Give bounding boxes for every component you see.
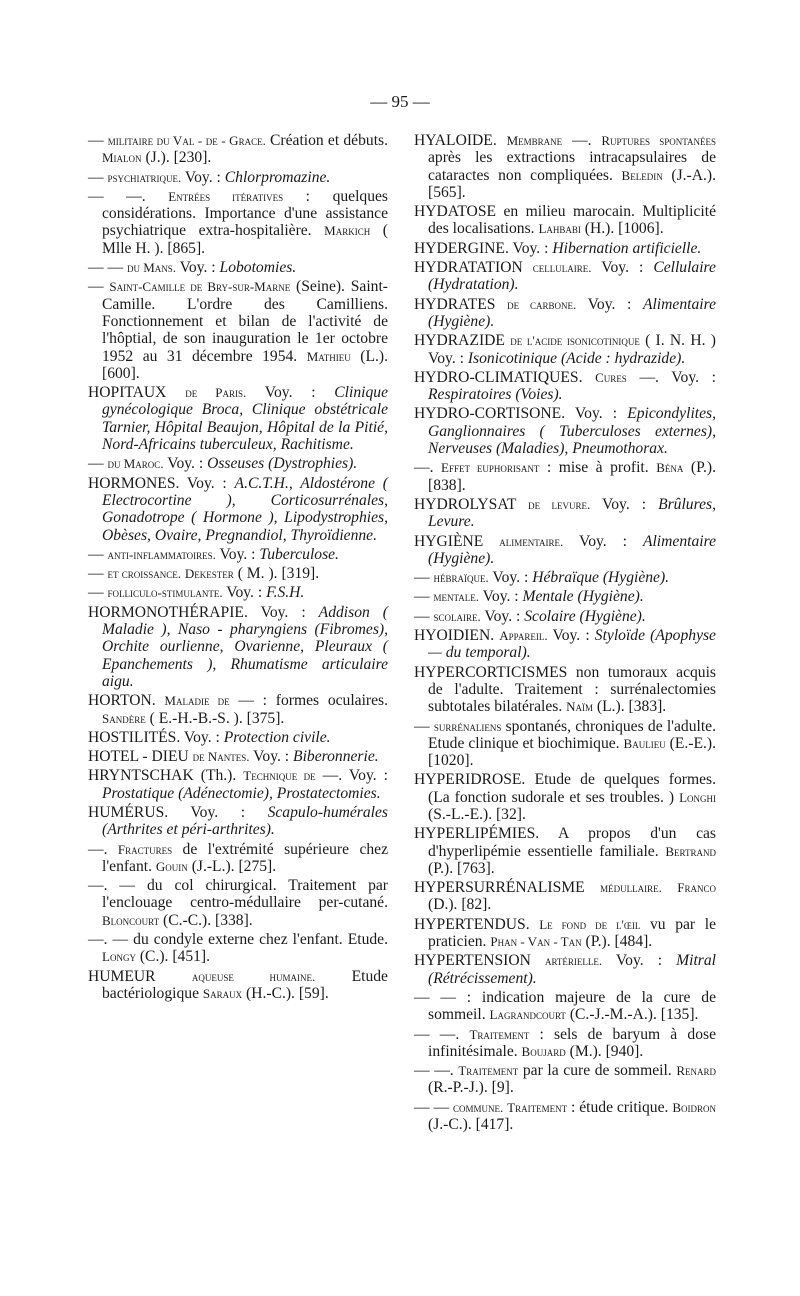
entry-text: —. — du condyle externe chez l'enfant. Etude. bbox=[88, 931, 388, 949]
entry-text: — bbox=[414, 607, 434, 625]
italic-reference: Epicondylites, Ganglionnaires ( Tuberculoses externes), Nerveuses (Maladies), Pneumothorax. bbox=[428, 405, 716, 458]
entry-text: — —. bbox=[414, 1062, 459, 1080]
italic-reference: Scolaire (Hygiène). bbox=[524, 607, 646, 625]
entry-text: Voy. : bbox=[180, 728, 224, 746]
entry-heading: HYPERSURRÉNALISME bbox=[414, 879, 585, 897]
italic-reference: Clinique gynécologique Broca, Clinique obstétricale Tarnier, Hôpital Beaujon, Hôpital de la Pitié, Nord-Africains tuberculeux, Rachitisme. bbox=[102, 384, 388, 454]
index-entry bbox=[414, 296, 716, 331]
small-caps-text: Lagrandcourt bbox=[489, 1007, 566, 1023]
entry-text: — bbox=[88, 455, 108, 473]
entry-text: —. bbox=[414, 459, 442, 477]
italic-reference: Hébraïque (Hygiène). bbox=[532, 569, 670, 587]
entry-heading: HYDRO-CORTISONE. bbox=[414, 405, 566, 423]
index-entry bbox=[88, 132, 388, 167]
entry-text: (C.-C.). [338]. bbox=[159, 911, 253, 929]
entry-heading: HORMONOTHÉRAPIE. bbox=[88, 603, 248, 621]
entry-text: spontanés, chroniques de l'adulte. Etude clinique et biochimique. bbox=[428, 717, 716, 752]
small-caps-text: de carbone. bbox=[507, 296, 577, 312]
entry-text: — : formes oculaires. bbox=[229, 692, 388, 710]
entry-text: : quelques considérations. Importance d'une assistance psychiatrique extra-hospitalière. bbox=[102, 187, 388, 240]
index-entry bbox=[414, 608, 716, 625]
entry-text: Voy. : bbox=[590, 495, 659, 513]
entry-text: — bbox=[414, 569, 434, 587]
italic-reference: Scapulo-humérales (Arthrites et péri-arthrites). bbox=[102, 803, 388, 839]
entry-text: Voy. : bbox=[547, 627, 595, 645]
small-caps-text: de Paris. bbox=[185, 385, 247, 401]
italic-reference: Chlorpromazine. bbox=[224, 168, 331, 186]
entry-text: — bbox=[88, 168, 108, 186]
index-entry bbox=[88, 841, 388, 876]
entry-text: Voy. : bbox=[163, 455, 208, 473]
entry-heading: HOSTILITÉS. bbox=[88, 728, 181, 746]
entry-text: — bbox=[88, 278, 110, 296]
italic-reference: Biberonnerie. bbox=[293, 748, 379, 766]
entry-text: Création et débuts. bbox=[265, 132, 388, 149]
entry-text: Voy. : bbox=[247, 603, 319, 621]
entry-text: Voy. : bbox=[488, 569, 533, 587]
entry-text: : sels de baryum à dose infinitésimale. bbox=[428, 1025, 716, 1060]
small-caps-text: Traitement bbox=[469, 1026, 530, 1042]
small-caps-text: Saint-Camille de Bry-sur-Marne bbox=[109, 279, 291, 295]
entry-text: Voy. : bbox=[168, 803, 268, 821]
entry-text: Voy. : bbox=[215, 545, 260, 563]
italic-reference: Osseuses (Dystrophies). bbox=[207, 455, 358, 473]
index-entry bbox=[414, 627, 716, 662]
entry-heading: HYOIDIEN. bbox=[414, 627, 495, 645]
entry-text: après les extractions intracapsulaires de cataractes non compliquées. bbox=[428, 149, 716, 184]
entry-text: non tumoraux acquis de l'adulte. Traitement : surrénalectomies subtotales bilatérales. bbox=[428, 663, 716, 716]
index-entry bbox=[414, 989, 716, 1024]
italic-reference: Alimentaire (Hygiène). bbox=[428, 532, 716, 567]
italic-reference: Styloïde (Apophyse — du temporal). bbox=[428, 627, 716, 662]
entry-text: — —. bbox=[414, 1025, 470, 1043]
small-caps-text: alimentaire. bbox=[499, 533, 564, 549]
small-caps-text: de l'acide isonicotinique bbox=[510, 333, 640, 349]
index-entry bbox=[414, 588, 716, 605]
entry-text: —. Voy. : bbox=[315, 767, 388, 785]
entry-text: (S.-L.-E.). [32]. bbox=[428, 805, 526, 823]
entry-heading: HYPERCORTICISMES bbox=[414, 663, 568, 681]
entry-text: : mise à profit. bbox=[539, 459, 657, 477]
entry-heading: HYDRO-CLIMATIQUES. bbox=[414, 368, 583, 386]
index-entry bbox=[414, 825, 716, 877]
small-caps-text: médullaire. bbox=[600, 880, 662, 896]
index-entry bbox=[88, 604, 388, 690]
small-caps-text: Longhi bbox=[679, 789, 716, 805]
small-caps-text: Boujard bbox=[521, 1043, 566, 1059]
entry-text: (L.). [383]. bbox=[593, 698, 667, 716]
entry-text: (Th.). bbox=[193, 767, 244, 785]
entry-heading: HYALOIDE. bbox=[414, 132, 497, 149]
index-entry bbox=[414, 459, 716, 494]
index-entry bbox=[414, 1062, 716, 1097]
small-caps-text: Ruptures spontanées bbox=[601, 133, 716, 148]
entry-heading: HYPERIDROSE. bbox=[414, 771, 526, 789]
index-entry bbox=[414, 533, 716, 568]
entry-text bbox=[483, 533, 499, 550]
small-caps-text: Appareil. bbox=[499, 628, 548, 644]
entry-text: Voy. : bbox=[222, 584, 267, 602]
left-column bbox=[88, 132, 388, 1004]
small-caps-text: cellulaire. bbox=[532, 260, 592, 276]
italic-reference: Lobotomies. bbox=[219, 259, 297, 277]
small-caps-text: Effet euphorisant bbox=[441, 460, 540, 476]
index-entry bbox=[414, 405, 716, 457]
entry-text: Voy. : bbox=[179, 474, 235, 492]
index-entry bbox=[88, 692, 388, 727]
small-caps-text: Naïm bbox=[566, 699, 594, 715]
entry-text: (M.). [940]. bbox=[565, 1042, 644, 1060]
index-entry bbox=[414, 132, 716, 201]
index-entry bbox=[414, 369, 716, 404]
entry-text: A propos d'un cas d'hyperlipémie essentielle familiale. bbox=[428, 825, 716, 860]
small-caps-text: folliculo-stimulante. bbox=[107, 585, 223, 601]
index-entry bbox=[414, 771, 716, 823]
index-entry bbox=[88, 729, 388, 746]
entry-text: — — : indication majeure de la cure de sommeil. bbox=[414, 988, 716, 1024]
index-entry bbox=[88, 384, 388, 453]
italic-reference: Respiratoires (Voies). bbox=[428, 386, 563, 404]
entry-text: (P.). [763]. bbox=[428, 859, 495, 877]
entry-text: Etude de quelques formes. (La fonction sudorale et ses troubles. ) bbox=[428, 771, 716, 806]
entry-text: ( E.-H.-B.-S. ). [375]. bbox=[145, 709, 285, 727]
entry-text bbox=[662, 879, 677, 896]
index-entry bbox=[414, 1099, 716, 1134]
small-caps-text: scolaire. bbox=[433, 608, 481, 624]
index-entry bbox=[414, 718, 716, 770]
index-entry bbox=[414, 916, 716, 951]
entry-text: (P.). [484]. bbox=[581, 933, 653, 951]
entry-text: Voy. : bbox=[591, 259, 654, 277]
entry-text: — bbox=[88, 565, 108, 583]
small-caps-text: mentale. bbox=[433, 589, 480, 605]
small-caps-text: Beledin bbox=[621, 167, 663, 183]
small-caps-text: Cures bbox=[595, 369, 627, 385]
page-number: — 95 — bbox=[370, 92, 430, 111]
index-entry bbox=[414, 952, 716, 987]
index-entry bbox=[414, 203, 716, 238]
entry-text: —. — du col chirurgical. Traitement par l'enclouage centro-médullaire per-cutané. bbox=[88, 877, 388, 912]
entry-text: ( I. N. H. ) Voy. : bbox=[428, 332, 716, 367]
entry-heading: HYDRATATION bbox=[414, 259, 523, 277]
entry-text bbox=[530, 916, 540, 933]
entry-text bbox=[166, 384, 185, 401]
entry-text: (C.). [451]. bbox=[135, 948, 211, 966]
entry-text: Voy. : bbox=[508, 239, 553, 257]
small-caps-text: Dekester bbox=[184, 566, 234, 582]
index-entry bbox=[88, 259, 388, 276]
small-caps-text: Phan - Van - Tan bbox=[490, 934, 582, 950]
index-entry bbox=[414, 240, 716, 257]
entry-heading: HOPITAUX bbox=[88, 384, 167, 402]
italic-reference: Alimentaire (Hygiène). bbox=[428, 295, 716, 330]
entry-text bbox=[523, 259, 533, 276]
small-caps-text: du Maroc. bbox=[107, 456, 164, 472]
entry-text: Voy. : bbox=[176, 259, 220, 277]
entry-text bbox=[495, 296, 507, 313]
small-caps-text: psychiatrique. bbox=[107, 169, 182, 185]
entry-text bbox=[516, 496, 528, 513]
entry-text: (J.-L.). [275]. bbox=[187, 857, 277, 875]
index-entry bbox=[88, 278, 388, 382]
index-entry bbox=[88, 565, 388, 582]
small-caps-text: Sandère bbox=[102, 710, 146, 726]
entry-text: Voy. : bbox=[602, 952, 677, 970]
entry-text bbox=[583, 369, 596, 386]
small-caps-text: aqueuse humaine. bbox=[191, 968, 316, 984]
small-caps-text: Entrées itératives bbox=[168, 188, 284, 204]
small-caps-text: Franco bbox=[677, 880, 716, 896]
small-caps-text: Bertrand bbox=[665, 843, 716, 859]
index-entry bbox=[88, 188, 388, 257]
italic-reference: A.C.T.H., Aldostérone ( Electrocortine ), Corticosurrénales, Gonadotrope ( Hormone ), Lipodystrophies, Obèses, Ovaire, Pregnandiol, Thyroïdienne. bbox=[102, 474, 388, 544]
entry-heading: HYDRAZIDE bbox=[414, 332, 505, 350]
entry-text: — —. bbox=[88, 187, 169, 205]
index-entry bbox=[88, 748, 388, 765]
small-caps-text: Membrane bbox=[506, 133, 563, 148]
entry-text: — — bbox=[414, 1098, 453, 1116]
index-entry bbox=[88, 584, 388, 601]
small-caps-text: Traitement bbox=[458, 1063, 519, 1079]
entry-text: (R.-P.-J.). [9]. bbox=[428, 1079, 514, 1097]
entry-text: ( Mlle H. ). [865]. bbox=[102, 222, 389, 257]
small-caps-text: Le fond de l'œil bbox=[539, 916, 641, 932]
entry-text: (P.). [838]. bbox=[428, 459, 717, 494]
entry-text: (H.-C.). [59]. bbox=[242, 984, 329, 1002]
entry-text: Voy. : bbox=[181, 168, 225, 186]
small-caps-text: Markich bbox=[324, 223, 371, 239]
entry-text: (C.-J.-M.-A.). [135]. bbox=[565, 1006, 699, 1024]
small-caps-text: Renard bbox=[676, 1063, 716, 1079]
right-column bbox=[414, 132, 716, 1135]
small-caps-text: Lahbabi bbox=[538, 221, 581, 237]
entry-text: par la cure de sommeil. bbox=[518, 1062, 677, 1080]
small-caps-text: artérielle. bbox=[544, 953, 603, 969]
entry-heading: HYGIÈNE bbox=[414, 532, 484, 550]
entry-text: (J.-A.). [565]. bbox=[428, 166, 716, 201]
index-entry bbox=[88, 968, 388, 1003]
entry-text: en milieu marocain. Multiplicité des localisations. bbox=[428, 203, 716, 238]
entry-text bbox=[156, 968, 192, 985]
entry-heading: HYPERTENSION bbox=[414, 952, 531, 970]
entry-heading: HYPERTENDUS. bbox=[414, 915, 530, 933]
entry-text: (H.). [1006]. bbox=[580, 220, 664, 238]
italic-reference: Mentale (Hygiène). bbox=[522, 588, 644, 606]
italic-reference: Addison ( Maladie ), Naso - pharyngiens (Fibromes), Orchite ourlienne, Ovarienne, Pleuraux ( Epanchements ), Rhumatisme articulaire aigu. bbox=[102, 603, 388, 690]
small-caps-text: anti-inflammatoires. bbox=[107, 546, 216, 562]
entry-text bbox=[497, 132, 507, 149]
index-entry bbox=[414, 496, 716, 531]
italic-reference: Mitral (Rétrécissement). bbox=[428, 952, 716, 987]
small-caps-text: Bloncourt bbox=[102, 912, 160, 928]
entry-heading: HYDROLYSAT bbox=[414, 495, 517, 513]
index-entry bbox=[414, 332, 716, 367]
entry-text: — bbox=[414, 588, 434, 606]
small-caps-text: Mialon bbox=[102, 150, 142, 166]
entry-text: (D.). [82]. bbox=[428, 896, 492, 914]
index-entry bbox=[88, 877, 388, 929]
entry-text: de l'extrémité supérieure chez l'enfant. bbox=[102, 840, 389, 875]
index-entry bbox=[414, 1026, 716, 1061]
small-caps-text: de levure. bbox=[528, 496, 591, 512]
entry-heading: HYDERGINE. bbox=[414, 239, 509, 257]
small-caps-text: Béna bbox=[656, 460, 684, 476]
entry-heading: HUMEUR bbox=[88, 967, 156, 985]
index-entry bbox=[88, 455, 388, 472]
small-caps-text: Traitement bbox=[507, 1099, 568, 1115]
small-caps-text: Maladie de bbox=[164, 693, 230, 709]
small-caps-text: Technique de bbox=[243, 768, 316, 784]
entry-text: (J.). [230]. bbox=[141, 149, 212, 167]
entry-heading: HYPERLIPÉMIES. bbox=[414, 825, 540, 843]
small-caps-text: Mathieu bbox=[306, 348, 351, 364]
entry-text: — bbox=[88, 545, 108, 563]
small-caps-text: commune. bbox=[452, 1099, 504, 1115]
small-caps-text: militaire du Val - de - Grace. bbox=[107, 133, 266, 148]
italic-reference: Cellulaire (Hydratation). bbox=[428, 259, 716, 294]
entry-heading: HRYNTSCHAK bbox=[88, 767, 194, 785]
small-caps-text: et croissance. bbox=[107, 566, 182, 582]
italic-reference: Protection civile. bbox=[223, 728, 331, 746]
entry-heading: HUMÉRUS. bbox=[88, 803, 169, 821]
entry-text: —. Voy. : bbox=[626, 368, 716, 386]
index-entry bbox=[88, 931, 388, 966]
entry-heading: HORMONES. bbox=[88, 474, 180, 492]
entry-text: — bbox=[88, 132, 108, 149]
small-caps-text: du Mans. bbox=[126, 260, 177, 276]
entry-heading: HOTEL - DIEU bbox=[88, 748, 189, 766]
italic-reference: Isonicotinique (Acide : hydrazide). bbox=[467, 349, 686, 367]
small-caps-text: Saraux bbox=[202, 985, 243, 1001]
entry-text: Voy. : bbox=[249, 748, 294, 766]
small-caps-text: Boidron bbox=[672, 1099, 716, 1115]
entry-text bbox=[531, 952, 545, 969]
index-entry bbox=[414, 879, 716, 914]
small-caps-text: de Nantes. bbox=[192, 749, 250, 765]
small-caps-text: Longy bbox=[102, 949, 136, 965]
entry-text: Voy. : bbox=[576, 295, 643, 313]
entry-text: —. bbox=[88, 840, 118, 858]
italic-reference: Hibernation artificielle. bbox=[552, 239, 702, 257]
entry-text: vu par le praticien. bbox=[428, 915, 716, 951]
entry-text: Voy. : bbox=[563, 532, 643, 550]
entry-text bbox=[585, 879, 600, 896]
entry-text: (J.-C.). [417]. bbox=[428, 1116, 514, 1134]
entry-text: (L.). [600]. bbox=[102, 347, 388, 382]
entry-text: — — bbox=[88, 259, 127, 277]
entry-text: — bbox=[414, 717, 434, 735]
index-entry bbox=[414, 664, 716, 716]
entry-text: — bbox=[88, 584, 108, 602]
index-entry bbox=[414, 259, 716, 294]
entry-text: ( M. ). [319]. bbox=[233, 565, 320, 583]
entry-text: Voy. : bbox=[479, 588, 523, 606]
index-entry bbox=[88, 546, 388, 563]
entry-text: (E.-E.). [1020]. bbox=[428, 734, 716, 770]
entry-text: Voy. : bbox=[565, 405, 628, 423]
entry-text: —. bbox=[562, 132, 602, 149]
index-entry bbox=[88, 169, 388, 186]
small-caps-text: Gouin bbox=[155, 858, 188, 874]
entry-text: : étude critique. bbox=[567, 1098, 673, 1116]
entry-text: Voy. : bbox=[480, 607, 525, 625]
italic-reference: Tuberculose. bbox=[259, 545, 339, 563]
italic-reference: F.S.H. bbox=[266, 584, 305, 602]
entry-heading: HYDRATES bbox=[414, 295, 496, 313]
entry-text: Voy. : bbox=[246, 384, 335, 402]
entry-text: Etude bactériologique bbox=[102, 967, 388, 1002]
small-caps-text: Fractures bbox=[117, 841, 173, 857]
small-caps-text: surrénaliens bbox=[433, 718, 502, 734]
index-entry bbox=[88, 767, 388, 802]
entry-heading: HORTON. bbox=[88, 692, 156, 710]
italic-reference: Prostatique (Adénectomie), Prostatectomies. bbox=[102, 784, 381, 802]
entry-heading: HYDATOSE bbox=[414, 203, 497, 221]
index-entry bbox=[414, 569, 716, 586]
index-entry bbox=[88, 475, 388, 544]
italic-reference: Brûlures, Levure. bbox=[428, 495, 716, 531]
entry-text: (Seine). Saint-Camille. L'ordre des Camilliens. Fonctionnement et bilan de l'activité de l'hôptial, de son inauguration le 1er octobre 1952 au 31 décembre 1954. bbox=[102, 278, 388, 365]
small-caps-text: Baulieu bbox=[623, 735, 666, 751]
small-caps-text: hébraïque. bbox=[433, 570, 489, 586]
index-entry bbox=[88, 804, 388, 839]
